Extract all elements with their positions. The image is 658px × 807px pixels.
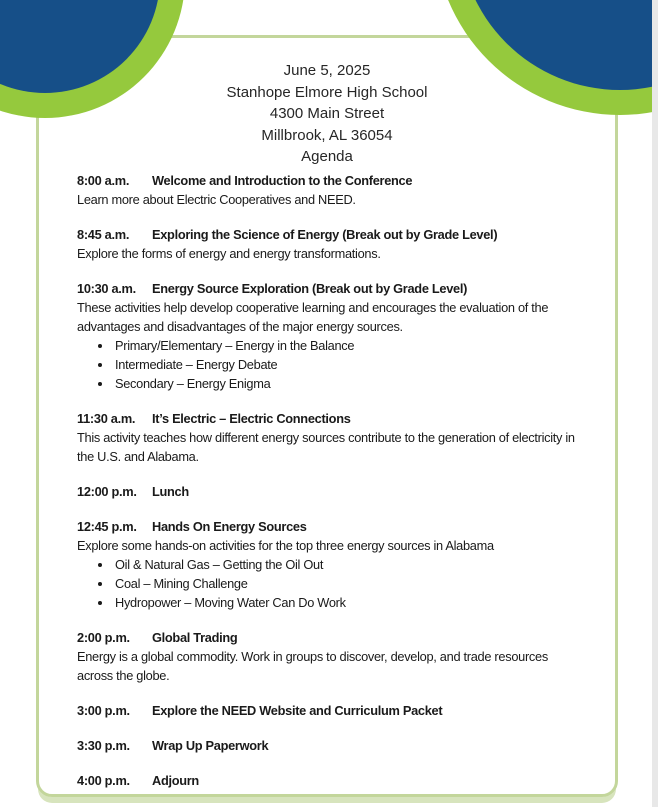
- item-time: 12:00 p.m.: [77, 484, 137, 499]
- bullet-item: • Intermediate – Energy Debate: [113, 355, 585, 374]
- agenda-item: [77, 171, 585, 209]
- item-time: 10:30 a.m.: [77, 281, 136, 296]
- item-time: 3:00 p.m.: [77, 703, 130, 718]
- item-description: Learn more about Electric Cooperatives and NEED.: [77, 192, 356, 207]
- item-time: 3:30 p.m.: [77, 738, 130, 753]
- item-title: Exploring the Science of Energy (Break out by Grade Level): [152, 227, 498, 242]
- venue-street: 4300 Main Street: [269, 105, 385, 122]
- bullet-item: • Primary/Elementary – Energy in the Balance: [113, 336, 585, 355]
- agenda-list: [77, 171, 585, 790]
- item-description: Energy is a global commodity. Work in groups to discover, develop, and trade resources across the globe.: [77, 649, 548, 683]
- item-title: Lunch: [152, 484, 189, 499]
- item-title: Adjourn: [152, 773, 199, 788]
- item-title: It’s Electric – Electric Connections: [152, 411, 351, 426]
- item-bullet-list: [77, 555, 585, 612]
- venue-city: Millbrook, AL 36054: [261, 126, 393, 144]
- item-title: Global Trading: [152, 630, 238, 645]
- bullet-item: • Hydropower – Moving Water Can Do Work: [113, 593, 585, 612]
- item-bullet-list: [77, 336, 585, 393]
- agenda-item: [77, 517, 585, 612]
- agenda-item: [77, 701, 585, 720]
- item-description: Explore the forms of energy and energy transformations.: [77, 246, 381, 261]
- item-description: This activity teaches how different energy sources contribute to the generation of electricity in the U.S. and Alabama.: [77, 430, 575, 464]
- item-time: 2:00 p.m.: [77, 630, 130, 645]
- bullet-item: • Oil & Natural Gas – Getting the Oil Out: [113, 555, 585, 574]
- document-title: Agenda: [301, 148, 353, 165]
- item-title: Welcome and Introduction to the Conference: [152, 173, 413, 188]
- window-edge-strip: [652, 0, 658, 807]
- item-time: 8:00 a.m.: [77, 173, 130, 188]
- agenda-item: [77, 482, 585, 501]
- venue-name: Stanhope Elmore High School: [226, 83, 428, 101]
- item-time: 11:30 a.m.: [77, 411, 136, 426]
- bullet-item: • Coal – Mining Challenge: [113, 574, 585, 593]
- item-time: 8:45 a.m.: [77, 227, 130, 242]
- agenda-item: [77, 771, 585, 790]
- item-time: 12:45 p.m.: [77, 519, 137, 534]
- agenda-item: [77, 736, 585, 755]
- bullet-item: • Secondary – Energy Enigma: [113, 374, 585, 393]
- agenda-item: [77, 279, 585, 393]
- item-title: Explore the NEED Website and Curriculum Packet: [152, 703, 443, 718]
- document-header: [39, 60, 615, 168]
- event-date: June 5, 2025: [283, 62, 371, 79]
- agenda-item: [77, 225, 585, 263]
- item-time: 4:00 p.m.: [77, 773, 130, 788]
- item-title: Hands On Energy Sources: [152, 519, 307, 534]
- item-description: Explore some hands-on activities for the top three energy sources in Alabama: [77, 538, 494, 553]
- item-description: These activities help develop cooperative learning and encourages the evaluation of the advantages and disadvantages of the major energy sources.: [77, 300, 549, 334]
- agenda-item: [77, 409, 585, 466]
- item-title: Energy Source Exploration (Break out by Grade Level): [152, 281, 468, 296]
- agenda-item: [77, 628, 585, 685]
- item-title: Wrap Up Paperwork: [152, 738, 269, 753]
